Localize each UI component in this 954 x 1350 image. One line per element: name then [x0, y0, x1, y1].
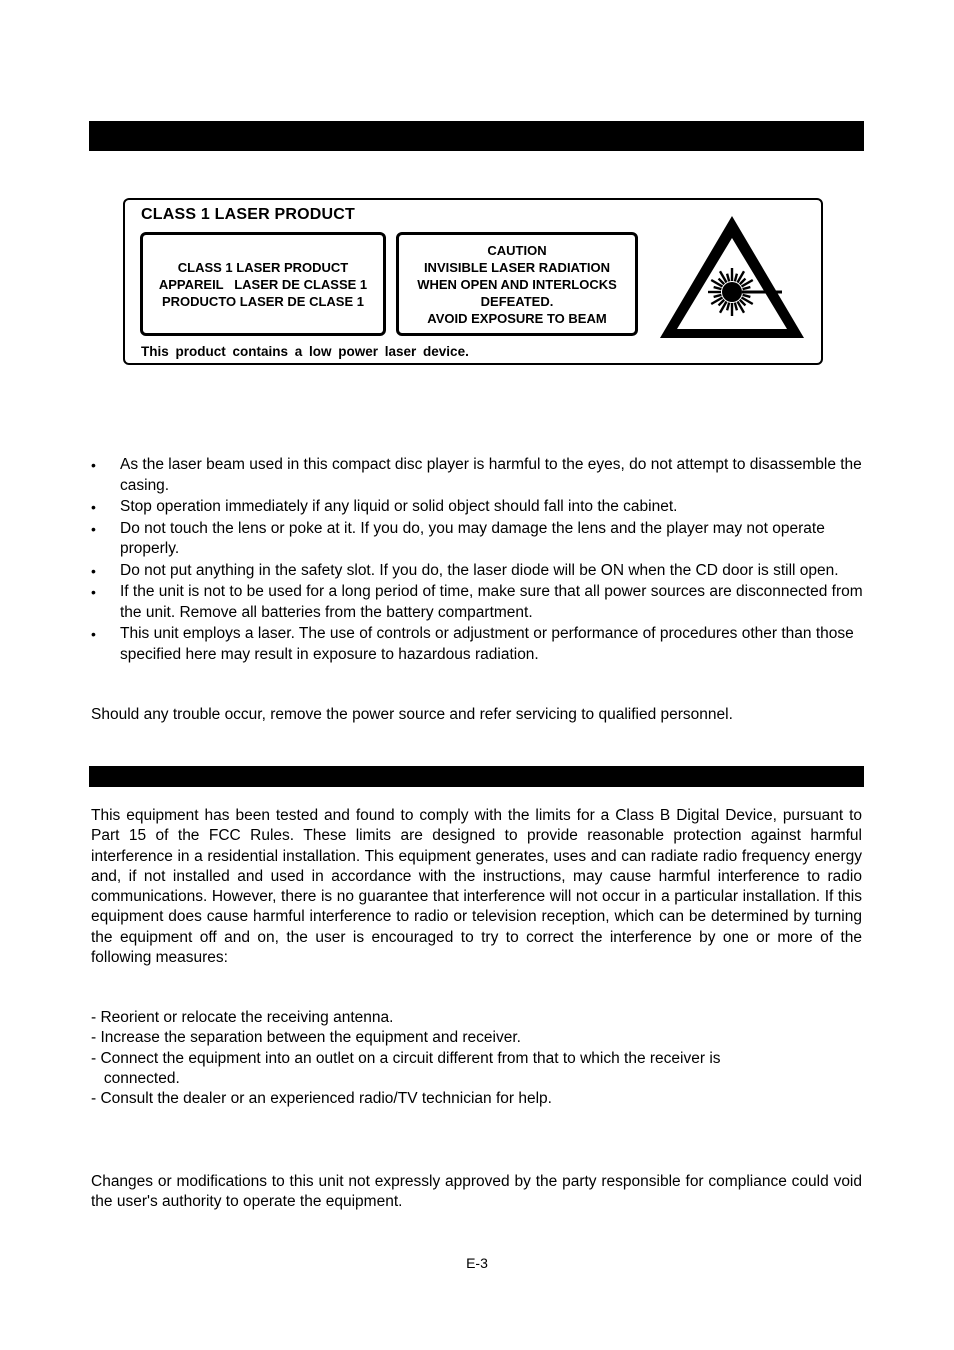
class1-line: CLASS 1 LASER PRODUCT	[177, 259, 349, 275]
caution-box	[396, 232, 638, 336]
list-item	[91, 582, 866, 623]
caution-line: DEFEATED.	[480, 293, 554, 309]
bullet-icon: •	[91, 626, 96, 642]
class1-box	[140, 232, 386, 336]
caution-line: CAUTION	[487, 242, 547, 258]
changes-paragraph: Changes or modifications to this unit not expressly approved by the party responsible for compliance could void the user's authority to operate the equipment.	[91, 1173, 862, 1211]
laser-hazard-icon	[656, 212, 808, 342]
measure-item: - Connect the equipment into an outlet on a circuit different from that to which the receiver is	[91, 1049, 721, 1067]
list-item	[91, 519, 866, 560]
measure-item: - Reorient or relocate the receiving antenna.	[91, 1009, 394, 1026]
class1-line: APPAREIL LASER DE CLASSE 1	[158, 276, 368, 292]
fcc-paragraph: This equipment has been tested and found to comply with the limits for a Class B Digital Device, pursuant to Part 15 of the FCC Rules. These limits are designed to provide reasonable protection against harmful interference in a residential installation. This equipment generates, uses and can radiate radio frequency energy and, if not installed and used in accordance with the instructions, may cause harmful interference to radio communications. However, there is no guarantee that interference will not occur in a particular installation. If this equipment does cause harmful interference to radio or television reception, which can be determined by turning the equipment off and on, the user is encouraged to try to correct the interference by one or more of the following measures:	[91, 807, 862, 967]
list-item-text: If the unit is not to be used for a long period of time, make sure that all power sources are disconnected from the unit. Remove all batteries from the battery compartment.	[120, 583, 863, 621]
caution-line: WHEN OPEN AND INTERLOCKS	[417, 276, 617, 292]
safety-bullet-list	[91, 455, 866, 666]
laser-warning-label	[123, 198, 823, 365]
caution-line: AVOID EXPOSURE TO BEAM	[427, 310, 607, 326]
section-header-bar	[89, 766, 864, 787]
list-item-text: Do not touch the lens or poke at it. If you do, you may damage the lens and the player may not operate properly.	[120, 519, 825, 557]
section-header-bar	[89, 121, 864, 151]
list-item	[91, 497, 866, 518]
page-number: E-3	[466, 1255, 488, 1271]
list-item-text: Stop operation immediately if any liquid or solid object should fall into the cabinet.	[120, 498, 678, 515]
bullet-icon: •	[91, 520, 96, 537]
measure-item: - Consult the dealer or an experienced radio/TV technician for help.	[91, 1090, 552, 1108]
class1-line: PRODUCTO LASER DE CLASE 1	[161, 293, 364, 309]
bullet-icon: •	[91, 584, 96, 600]
trouble-note: Should any trouble occur, remove the power source and refer servicing to qualified personnel.	[91, 706, 733, 723]
caution-line: INVISIBLE LASER RADIATION	[423, 259, 611, 275]
bullet-icon: •	[91, 499, 96, 515]
list-item	[91, 624, 866, 665]
list-item-text: Do not put anything in the safety slot. If you do, the laser diode will be ON when the CD door is still open.	[120, 561, 839, 579]
list-item-text: As the laser beam used in this compact disc player is harmful to the eyes, do not attempt to disassemble the casing.	[120, 456, 862, 494]
label-title: CLASS 1 LASER PRODUCT	[141, 206, 355, 223]
bullet-icon: •	[91, 457, 96, 473]
measures-list	[91, 1008, 862, 1109]
list-item-text: This unit employs a laser. The use of controls or adjustment or performance of procedures other than those specified here may result in exposure to hazardous radiation.	[120, 625, 854, 663]
label-footer: This product contains a low power laser device.	[141, 344, 469, 359]
measure-item: connected.	[91, 1069, 180, 1087]
list-item	[91, 455, 866, 496]
measure-item: - Increase the separation between the equipment and receiver.	[91, 1029, 521, 1047]
bullet-icon: •	[91, 562, 96, 579]
list-item	[91, 561, 866, 582]
